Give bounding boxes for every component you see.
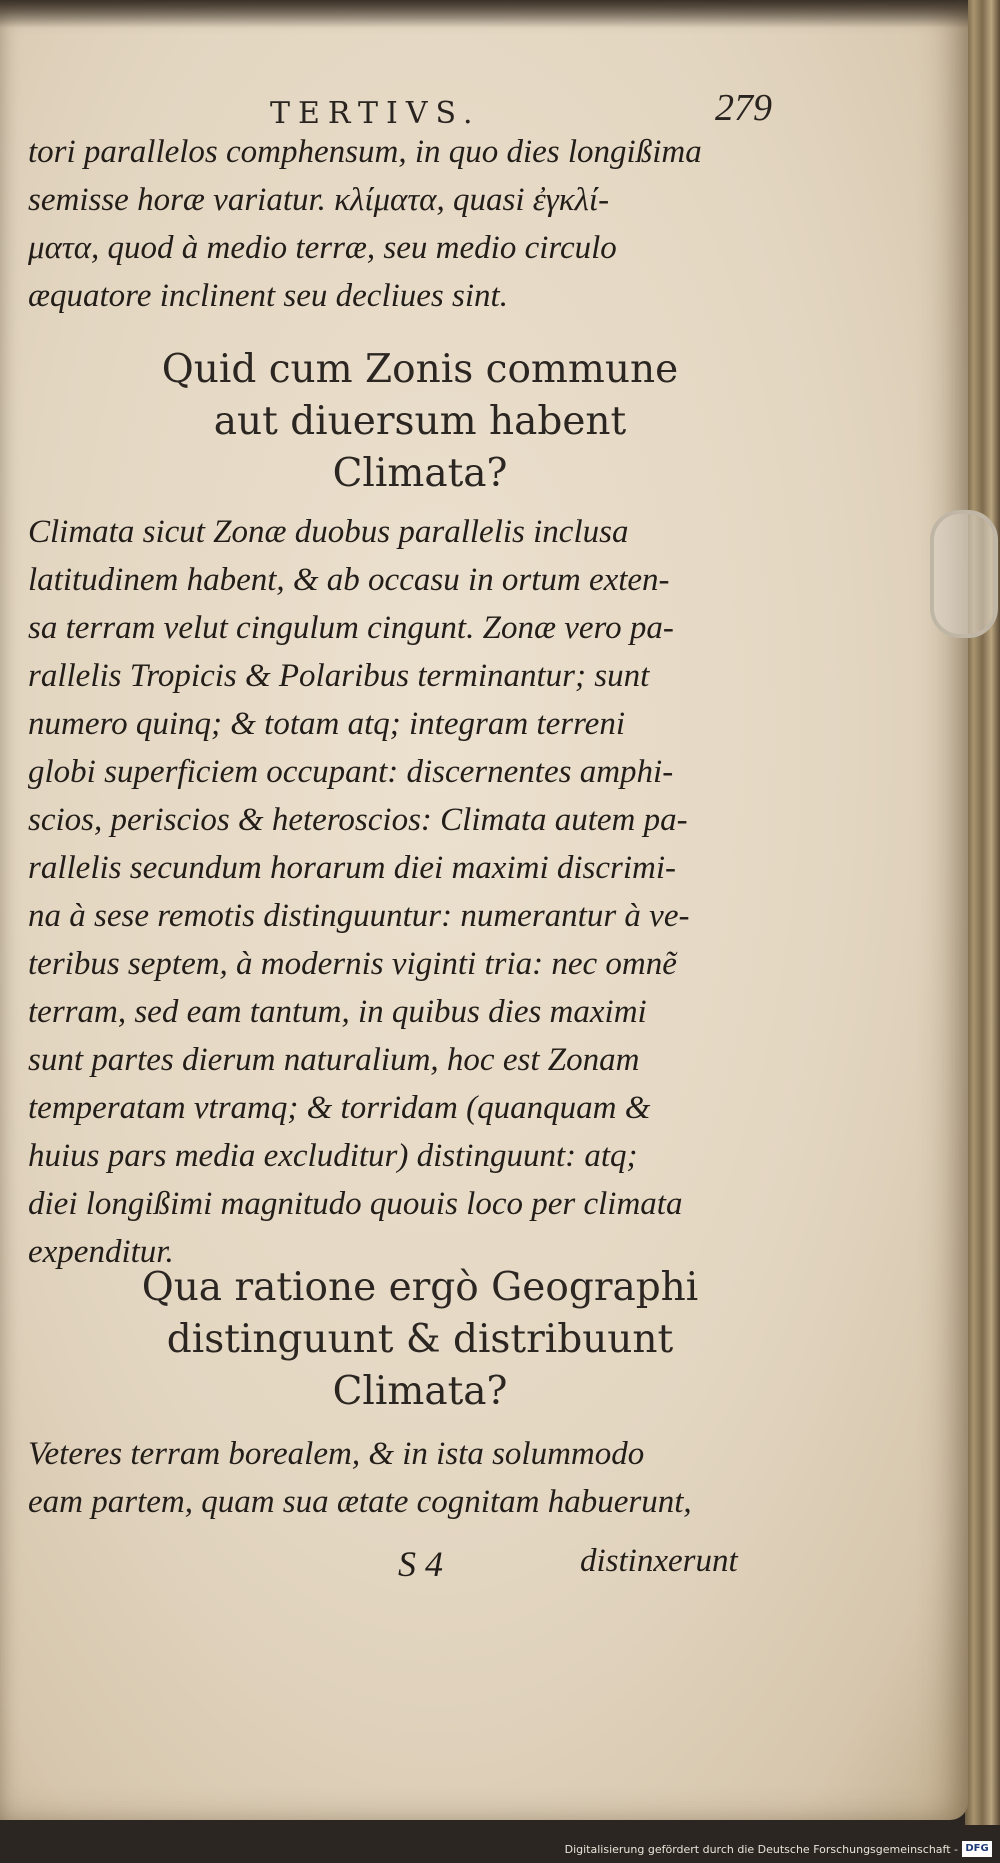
text-line: sa terram velut cingulum cingunt. Zonæ vero pa- (28, 610, 674, 646)
dfg-logo: DFG (962, 1841, 992, 1857)
text-line: terram, sed eam tantum, in quibus dies maximi (28, 994, 647, 1030)
text-line: rallelis Tropicis & Polaribus terminantur; sunt (28, 658, 650, 694)
text-line: semisse horæ variatur. κλίματα, quasi ἐγκλί- (28, 182, 610, 218)
heading-2 (60, 1262, 780, 1418)
book-edge (965, 0, 1000, 1825)
heading-1 (60, 344, 780, 500)
text-line: numero quinq; & totam atq; integram terreni (28, 706, 625, 742)
text-line: sunt partes dierum naturalium, hoc est Zonam (28, 1042, 640, 1078)
text-line: ματα, quod à medio terræ, seu medio circulo (28, 230, 617, 266)
text-line: Veteres terram borealem, & in ista solummodo (28, 1436, 645, 1472)
signature-mark: S 4 (398, 1544, 443, 1584)
text-line: scios, periscios & heteroscios: Climata autem pa- (28, 802, 688, 838)
text-line: æquatore inclinent seu decliues sint. (28, 278, 508, 314)
text-line: temperatam vtramq; & torridam (quanquam & (28, 1090, 651, 1126)
text-line: latitudinem habent, & ab occasu in ortum exten- (28, 562, 670, 598)
text-line: huius pars media excluditur) distinguunt: atq; (28, 1138, 638, 1174)
heading-line: Qua ratione ergò Geographi (141, 1265, 699, 1310)
text-line: expenditur. (28, 1234, 174, 1270)
page-gutter-shadow (0, 0, 968, 28)
text-line: eam partem, quam sua ætate cognitam habuerunt, (28, 1484, 692, 1520)
text-line: Climata sicut Zonæ duobus parallelis inclusa (28, 514, 629, 550)
heading-line: Climata? (332, 451, 508, 496)
heading-line: Quid cum Zonis commune (161, 347, 679, 392)
page-number: 279 (715, 87, 772, 129)
paragraph-1 (28, 128, 788, 320)
catchword: distinxerunt (580, 1543, 738, 1579)
heading-line: Climata? (332, 1369, 508, 1414)
running-header: TERTIVS. (270, 96, 481, 131)
text-line: teribus septem, à modernis viginti tria: nec omnẽ (28, 946, 677, 982)
paragraph-3 (28, 1430, 788, 1526)
heading-line: aut diuersum habent (213, 399, 627, 444)
text-line: diei longißimi magnitudo quouis loco per climata (28, 1186, 683, 1222)
text-line: na à sese remotis distinguuntur: numerantur à ve- (28, 898, 690, 934)
paragraph-2 (28, 508, 788, 1276)
footer-credit: Digitalisierung gefördert durch die Deutsche Forschungsgemeinschaft - (564, 1843, 958, 1856)
paper-clip (930, 510, 998, 638)
heading-line: distinguunt & distribuunt (166, 1317, 674, 1362)
text-line: rallelis secundum horarum diei maximi discrimi- (28, 850, 677, 886)
text-line: tori parallelos comphensum, in quo dies longißima (28, 134, 702, 170)
text-line: globi superficiem occupant: discernentes amphi- (28, 754, 674, 790)
